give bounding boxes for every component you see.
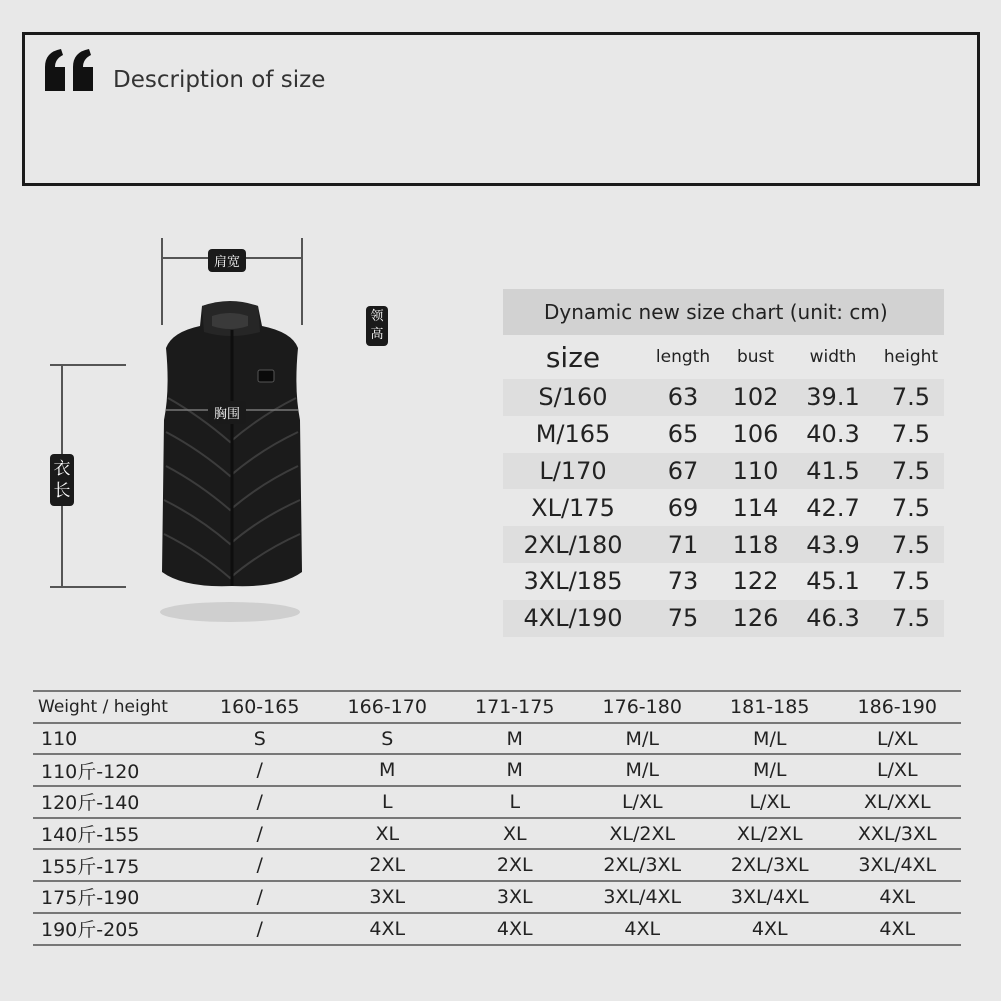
size-cell: 4XL/190 — [523, 604, 623, 633]
size-cell: / — [256, 917, 263, 940]
length-cell: 65 — [667, 420, 699, 449]
weight-cell: 155斤-175 — [41, 855, 140, 878]
size-cell: XL/2XL — [736, 822, 803, 845]
width-cell: 45.1 — [806, 567, 860, 596]
size-row — [503, 526, 944, 563]
length-cell: 75 — [667, 604, 699, 633]
weight-cell: 190斤-205 — [41, 919, 140, 942]
size-cell: L/XL — [876, 727, 918, 750]
bust-cell: 102 — [732, 383, 779, 412]
size-row — [503, 600, 944, 637]
length-cell: 67 — [667, 456, 699, 485]
size-cell: L — [381, 790, 393, 813]
size-cell: M — [379, 759, 396, 782]
width-cell: 43.9 — [806, 530, 860, 559]
size-row — [503, 489, 944, 526]
size-cell: 3XL/185 — [523, 567, 623, 596]
table-row — [33, 849, 961, 881]
size-cell: 2XL — [369, 854, 406, 877]
width-cell: 46.3 — [806, 604, 860, 633]
table-row — [33, 881, 961, 913]
height-range-header: 186-190 — [857, 695, 937, 718]
length-label-top: 衣 — [53, 459, 71, 479]
size-cell: XL — [375, 822, 400, 845]
height-cell: 7.5 — [891, 530, 931, 559]
size-cell: M/L — [625, 759, 659, 782]
size-cell: 2XL/180 — [523, 530, 623, 559]
quote-icon — [43, 49, 97, 91]
chest-label: 胸围 — [208, 401, 246, 424]
height-cell: 7.5 — [891, 420, 931, 449]
size-cell: 4XL — [879, 917, 916, 940]
width-cell: 42.7 — [806, 493, 860, 522]
description-header-box — [22, 32, 980, 186]
size-cell: 3XL/4XL — [858, 854, 937, 877]
height-cell: 7.5 — [891, 493, 931, 522]
size-row — [503, 416, 944, 453]
length-cell: 69 — [667, 493, 699, 522]
weight-table-header-row — [33, 691, 961, 723]
height-range-header: 181-185 — [730, 695, 810, 718]
size-cell: L/XL — [876, 759, 918, 782]
size-cell: 2XL/3XL — [603, 854, 682, 877]
size-cell: 4XL — [624, 917, 661, 940]
width-cell: 40.3 — [806, 420, 860, 449]
size-cell: / — [256, 854, 263, 877]
col-width-header: width — [809, 347, 857, 367]
weight-cell: 175斤-190 — [41, 887, 140, 910]
col-bust-header: bust — [736, 347, 775, 367]
bust-cell: 110 — [732, 456, 779, 485]
size-cell: / — [256, 790, 263, 813]
size-cell: S — [253, 727, 266, 750]
size-cell: 3XL — [496, 885, 533, 908]
bust-cell: 106 — [732, 420, 779, 449]
bust-cell: 114 — [732, 493, 779, 522]
size-cell: XL — [502, 822, 527, 845]
size-cell: / — [256, 759, 263, 782]
table-row — [33, 818, 961, 850]
vest-illustration — [40, 220, 384, 640]
weight-header-cell: Weight / height — [38, 696, 168, 717]
table-row — [33, 786, 961, 818]
length-cell: 63 — [667, 383, 699, 412]
collar-label-bottom: 高 — [370, 327, 384, 342]
size-cell: XL/XXL — [863, 790, 931, 813]
size-row — [503, 453, 944, 490]
size-cell: 3XL/4XL — [603, 885, 682, 908]
length-label-bottom: 长 — [53, 481, 71, 501]
size-cell: XL/2XL — [609, 822, 676, 845]
size-cell: M/165 — [535, 420, 611, 449]
height-cell: 7.5 — [891, 383, 931, 412]
size-cell: M/L — [625, 727, 659, 750]
shoulder-width-label: 肩宽 — [208, 249, 246, 272]
size-cell: 4XL — [496, 917, 533, 940]
weight-cell: 110斤-120 — [41, 760, 140, 783]
size-cell: L/XL — [749, 790, 791, 813]
collar-height-label — [366, 306, 388, 346]
size-cell: M — [506, 759, 523, 782]
header-title: Description of size — [113, 67, 326, 93]
size-cell: S/160 — [538, 383, 608, 412]
size-cell: 2XL — [496, 854, 533, 877]
col-height-header: height — [883, 347, 939, 367]
height-range-header: 171-175 — [475, 695, 555, 718]
weight-height-table — [33, 690, 961, 946]
weight-cell: 140斤-155 — [41, 824, 140, 847]
collar-label-top: 领 — [370, 309, 384, 324]
size-cell: L/XL — [621, 790, 663, 813]
height-range-header: 166-170 — [347, 695, 427, 718]
height-cell: 7.5 — [891, 604, 931, 633]
length-label — [50, 454, 74, 506]
col-size-header: size — [545, 340, 601, 374]
width-cell: 41.5 — [806, 456, 860, 485]
col-length-header: length — [655, 347, 711, 367]
length-cell: 71 — [667, 530, 699, 559]
table-row — [33, 754, 961, 786]
size-cell: / — [256, 822, 263, 845]
width-cell: 39.1 — [806, 383, 860, 412]
size-cell: M/L — [753, 759, 787, 782]
size-cell: L — [509, 790, 521, 813]
length-cell: 73 — [667, 567, 699, 596]
size-cell: XXL/3XL — [857, 822, 937, 845]
weight-cell: 110 — [41, 727, 78, 750]
size-cell: M/L — [753, 727, 787, 750]
table-row — [33, 913, 961, 945]
weight-cell: 120斤-140 — [41, 792, 140, 815]
size-cell: L/170 — [539, 456, 607, 485]
height-cell: 7.5 — [891, 456, 931, 485]
size-cell: 4XL — [751, 917, 788, 940]
size-cell: S — [381, 727, 394, 750]
size-cell: 3XL — [369, 885, 406, 908]
bust-cell: 118 — [732, 530, 779, 559]
size-cell: / — [256, 885, 263, 908]
height-cell: 7.5 — [891, 567, 931, 596]
size-row — [503, 563, 944, 600]
bust-cell: 122 — [732, 567, 779, 596]
size-cell: XL/175 — [531, 493, 615, 522]
height-range-header: 176-180 — [602, 695, 682, 718]
size-cell: 3XL/4XL — [730, 885, 809, 908]
size-cell: 4XL — [369, 917, 406, 940]
table-row — [33, 723, 961, 755]
size-chart — [503, 289, 944, 637]
size-chart-title: Dynamic new size chart (unit: cm) — [503, 289, 944, 335]
size-cell: 2XL/3XL — [730, 854, 809, 877]
height-range-header: 160-165 — [220, 695, 300, 718]
vest-image — [40, 220, 330, 640]
size-row — [503, 379, 944, 416]
bust-cell: 126 — [732, 604, 779, 633]
size-cell: 4XL — [879, 885, 916, 908]
size-chart-header-row — [503, 335, 944, 379]
size-cell: M — [506, 727, 523, 750]
